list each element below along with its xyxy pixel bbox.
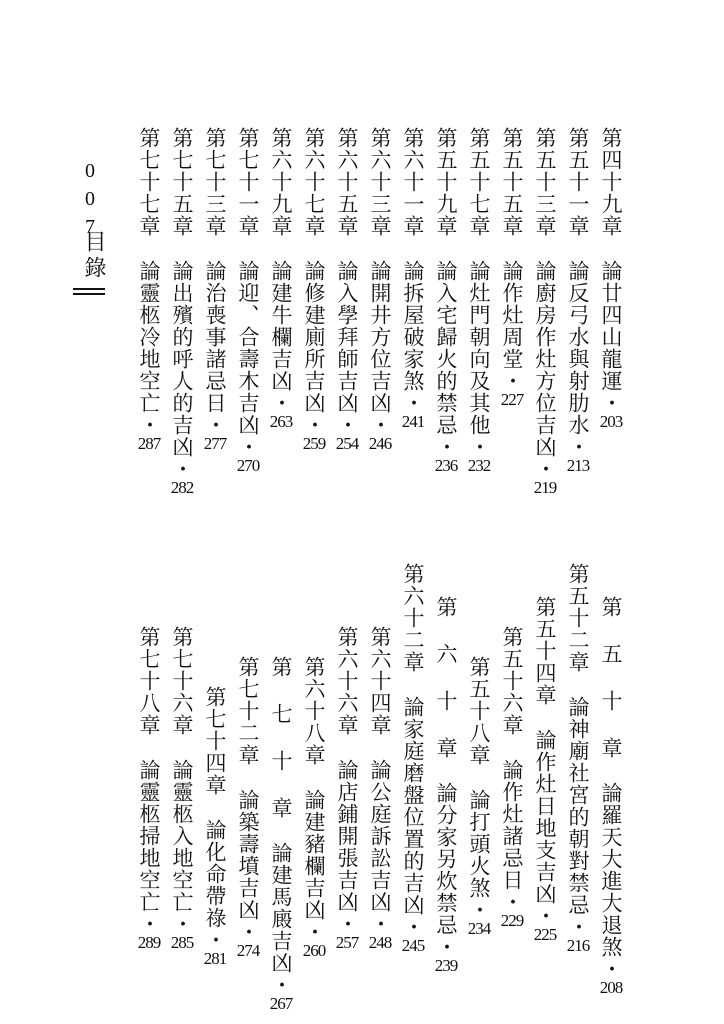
toc-entry: 第七十三章 論治喪事諸忌日・ 277 <box>203 127 227 453</box>
toc-entry: 第七十一章 論迎、合壽木吉凶・ 270 <box>236 127 260 475</box>
toc-entry: 第五十四章 論作灶日地支吉凶・ 225 <box>533 596 557 944</box>
toc-entry: 第七十四章 論化命帶祿・ 281 <box>203 686 227 968</box>
toc-entry: 第 七 十 章 論建馬廄吉凶・ 267 <box>269 656 293 1013</box>
toc-entry: 第六十六章 論店鋪開張吉凶・ 257 <box>335 626 359 952</box>
toc-entry: 第六十五章 論入學拜師吉凶・ 254 <box>335 127 359 453</box>
toc-entry: 第四十九章 論廿四山龍運・ 203 <box>599 127 623 431</box>
toc-entry: 第六十八章 論建豬欄吉凶・ 260 <box>302 656 326 960</box>
toc-entry: 第五十七章 論灶門朝向及其他・ 232 <box>467 127 491 475</box>
title-rule <box>73 288 105 290</box>
toc-entry: 第六十四章 論公庭訴訟吉凶・ 248 <box>368 626 392 952</box>
toc-entry: 第六十三章 論開井方位吉凶・ 246 <box>368 127 392 453</box>
toc-entry: 第六十二章 論家庭磨盤位置的吉凶・ 245 <box>401 563 425 955</box>
title-rule <box>73 293 105 295</box>
toc-entry: 第七十二章 論築壽墳吉凶・ 274 <box>236 656 260 960</box>
toc-entry: 第 六 十 章 論分家另炊禁忌・ 239 <box>434 596 458 975</box>
toc-entry: 第五十八章 論打頭火煞・ 234 <box>467 656 491 938</box>
page-title: 目錄 <box>81 230 106 282</box>
toc-entry: 第七十七章 論靈柩冷地空亡・ 287 <box>137 127 161 453</box>
toc-entry: 第五十三章 論廚房作灶方位吉凶・ 219 <box>533 127 557 497</box>
toc-entry: 第五十九章 論入宅歸火的禁忌・ 236 <box>434 127 458 475</box>
page-number: 007 <box>79 160 101 244</box>
toc-entry: 第五十二章 論神廟社宮的朝對禁忌・ 216 <box>566 563 590 955</box>
toc-entry: 第七十八章 論靈柩掃地空亡・ 289 <box>137 626 161 952</box>
toc-entry: 第五十一章 論反弓水與射肋水・ 213 <box>566 127 590 475</box>
toc-entry: 第七十五章 論出殯的呼人的吉凶・ 282 <box>170 127 194 497</box>
toc-entry: 第 五 十 章 論羅天大進大退煞・ 208 <box>599 596 623 997</box>
toc-entry: 第五十六章 論作灶諸忌日・ 229 <box>500 626 524 930</box>
toc-entry: 第六十一章 論拆屋破家煞・ 241 <box>401 127 425 431</box>
toc-entry: 第七十六章 論靈柩入地空亡・ 285 <box>170 626 194 952</box>
toc-entry: 第六十七章 論修建廁所吉凶・ 259 <box>302 127 326 453</box>
toc-entry: 第五十五章 論作灶周堂・ 227 <box>500 127 524 409</box>
toc-entry: 第六十九章 論建牛欄吉凶・ 263 <box>269 127 293 431</box>
